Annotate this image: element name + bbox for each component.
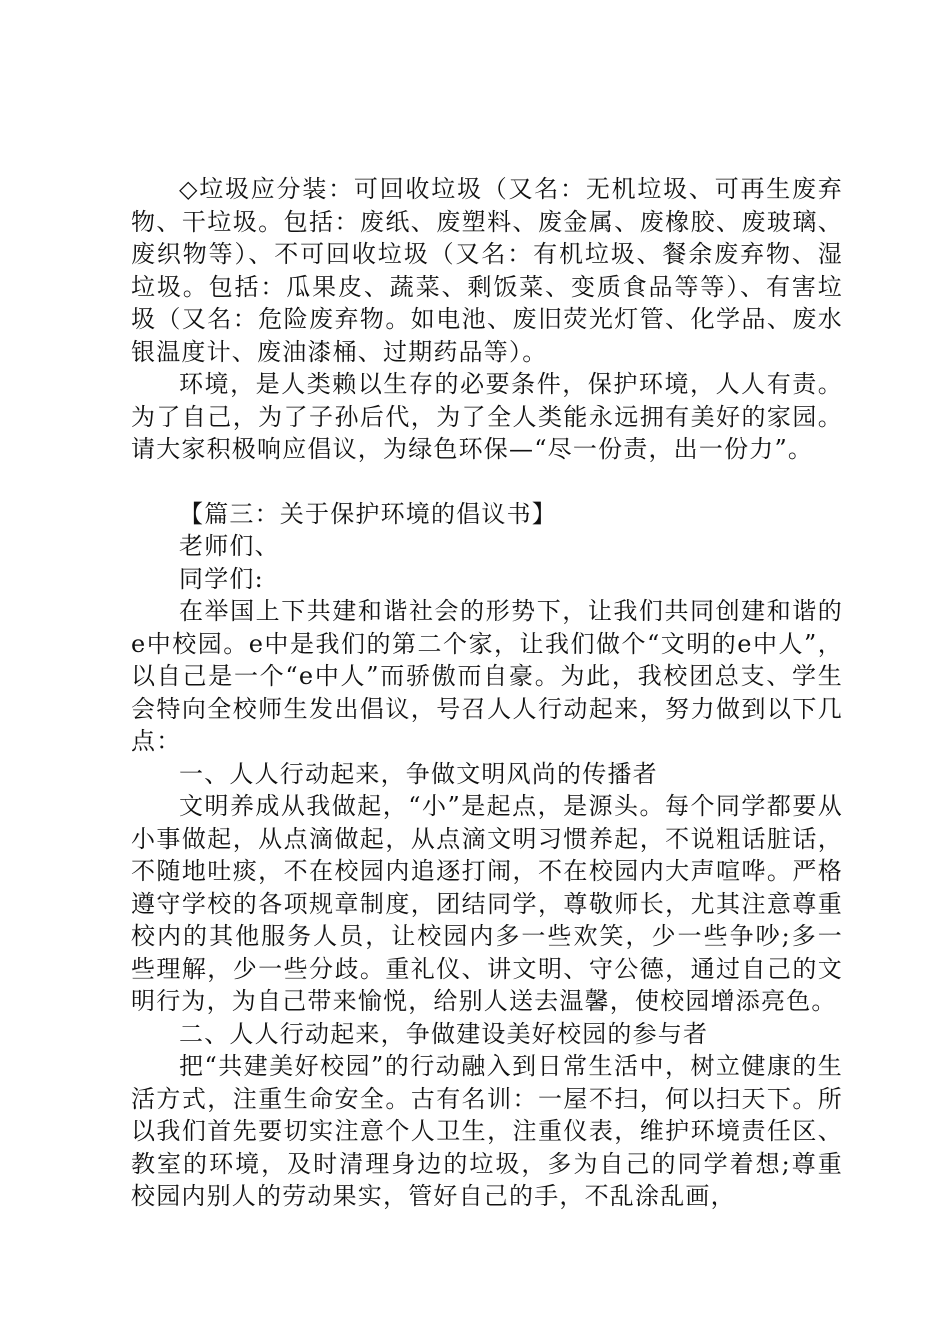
salutation-students: 同学们:: [179, 564, 264, 593]
point-heading-1: 一、人人行动起来，争做文明风尚的传播者: [179, 759, 658, 788]
salutation-teachers: 老师们、: [179, 532, 280, 560]
paragraph-point-1: 文明养成从我做起，“小”是起点，是源头。每个同学都要从小事做起，从点滴做起，从点滴文明习惯养起，不说粗话脏话，不随地吐痰，不在校园内追逐打闹，不在校园内大声喧哗。严格遵守学校的各项规章制度，团结同学，尊敬师长，尤其注意尊重校内的其他服务人员，让校园内多一些欢笑，少一些争吵;多一些理解，少一些分歧。重礼仪、讲文明、守公德，通过自己的文明行为，为自己带来愉悦，给别人送去温馨，使校园增添亮色。: [131, 792, 843, 1015]
paragraph-intro: 在举国上下共建和谐社会的形势下，让我们共同创建和谐的e中校园。e中是我们的第二个家，让我们做个“文明的e中人”，以自己是一个“e中人”而骄傲而自豪。为此，我校团总支、学生会特向全校师生发出倡议，号召人人行动起来，努力做到以下几点：: [131, 597, 843, 755]
point-heading-2: 二、人人行动起来，争做建设美好校园的参与者: [179, 1019, 709, 1048]
paragraph-waste-sorting: ◇垃圾应分装：可回收垃圾（又名：无机垃圾、可再生废弃物、干垃圾。包括：废纸、废塑料、废金属、废橡胶、废玻璃、废织物等）、不可回收垃圾（又名：有机垃圾、餐余废弃物、湿垃圾。包括：瓜果皮、蔬菜、剩饭菜、变质食品等等）、有害垃圾（又名：危险废弃物。如电池、废旧荧光灯管、化学品、废水银温度计、废油漆桶、过期药品等）。: [131, 175, 843, 366]
section-heading: 【篇三：关于保护环境的倡议书】: [179, 499, 557, 528]
document-body: [131, 173, 843, 1213]
paragraph-point-2: 把“共建美好校园”的行动融入到日常生活中，树立健康的生活方式，注重生命安全。古有名训：一屋不扫，何以扫天下。所以我们首先要切实注意个人卫生，注重仪表，维护环境责任区、教室的环境，及时清理身边的垃圾，多为自己的同学着想;尊重校园内别人的劳动果实，管好自己的手，不乱涂乱画，: [131, 1052, 843, 1210]
paragraph-environment-appeal: 环境，是人类赖以生存的必要条件，保护环境，人人有责。为了自己，为了子孙后代，为了全人类能永远拥有美好的家园。请大家积极响应倡议，为绿色环保—“尽一份责，出一份力”。: [131, 370, 843, 463]
